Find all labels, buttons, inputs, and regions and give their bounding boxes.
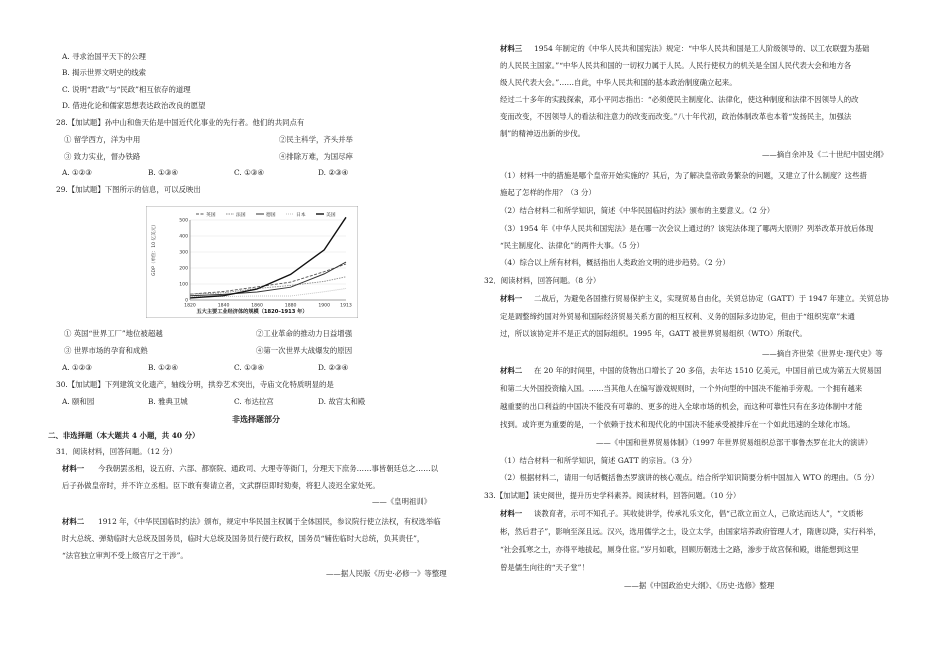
q27-option-b: B. 揭示世界文明史的线索 xyxy=(62,68,147,77)
q27-option-a: A. 寻求治国平天下的公理 xyxy=(62,52,146,61)
q29-option-d: D. ②③④ xyxy=(318,363,349,372)
q32-m2-line: 越重要的出口利益的中国决不能没有可靠的、更多的进入全球市场的机会，而这种可靠性只有在多边体制中才能 xyxy=(500,402,863,411)
q27-option-c: C. 说明“君政”与“民政”相互依存的道理 xyxy=(62,85,191,94)
q29-item-4: ④第一次世界大战爆发的原因 xyxy=(256,346,353,355)
q32-m1-line: 过，所以该协定并不是正式的国际组织。1995 年，GATT 被世界贸易组织（WTO）所取代。 xyxy=(500,329,807,338)
q31-m2-line: 时大总统、弹劾临时大总统及国务员，临时大总统及国务员行使行政权，国务员“辅佐临时大总统，负其责任”， xyxy=(62,534,425,543)
q33-m1-line: 谈教育者，示可不知孔子。其收徒讲学，传承礼乐文化，倡“己欲立而立人，己欲达而达人”，“文质彬 xyxy=(534,509,864,518)
q32-m2-line: 在 20 年的时间里，中国的货物出口增长了 20 多倍，去年达 1510 亿美元，中国目前已成为第五大贸易国 xyxy=(534,366,882,375)
q29-option-b: B. ①②④ xyxy=(148,363,179,372)
q29-stem: 29.【加试题】下图所示的信息，可以反映出 xyxy=(56,185,201,194)
chart-legend-label: 日本 xyxy=(296,212,306,218)
q31-m3-line: 变而改变，不因领导人的看法和注意力的改变而改变。”八十年代初，政治体制改革也本着“发扬民主，加强法 xyxy=(500,112,852,121)
chart-y-tick-label: 200 xyxy=(179,266,188,272)
q29-option-c: C. ①③④ xyxy=(234,363,264,372)
q31-m1-label: 材料一 xyxy=(62,464,85,473)
q28-stem: 28.【加试题】孙中山和詹天佑是中国近代化事业的先行者。他们的共同点有 xyxy=(56,118,305,127)
q31-m3-line: 级人民代表大会。”……自此，中华人民共和国的基本政治制度确立起来。 xyxy=(500,78,737,87)
chart-x-tick-label: 1840 xyxy=(217,303,230,309)
q33-m1-label: 材料一 xyxy=(500,509,523,518)
q31-sub: 施起了怎样的作用？（3 分） xyxy=(500,188,596,197)
q29-option-a: A. ①②③ xyxy=(62,363,92,372)
q33-stem: 33.【加试题】读史阅世，提升历史学科素养。阅读材料，回答问题。（10 分） xyxy=(484,491,741,500)
q33-m1-line: 曾是儒生向往的“天子堂”！ xyxy=(500,563,589,572)
q31-sub: （4）综合以上所有材料，概括指出人类政治文明的进步趋势。（2 分） xyxy=(500,258,730,267)
q31-sub: （2）结合材料二和所学知识，简述《中华民国临时约法》颁布的主要意义。（2 分） xyxy=(500,206,775,215)
q32-m1-line: 二战后，为避免各国推行贸易保护主义，实现贸易自由化，关贸总协定（GATT）于 1947 年建立。关贸总协 xyxy=(534,294,889,303)
q31-m3-line: 的人民民主国家。”“中华人民共和国的一切权力属于人民。人民行使权力的机关是全国人民代表大会和地方各 xyxy=(500,61,852,70)
q31-m2-line: “法官独立审判不受上级官厅之干涉”。 xyxy=(62,551,188,560)
chart-y-label: GDP（单位：10 亿美元） xyxy=(152,222,157,276)
q33-m1-line: “社会孤寒之士，亦得平地拔起，厕身仕宦。”岁月如歌，回顾历朝选士之路，渗步于故宫保和殿，谁能想到这里 xyxy=(500,545,859,554)
q32-m1-line: 定是调整缔约国对外贸易和国际经济贸易关系方面的相互权利、义务的国际多边协定，但由于“组织宪章”未通 xyxy=(500,312,855,321)
q31-m2-label: 材料二 xyxy=(62,517,85,526)
q32-m1-source: ——摘自齐世荣《世界史·现代史》等 xyxy=(762,349,883,358)
q31-m3-line: 经过二十多年的实践探索，邓小平同志指出：“必须使民主制度化、法律化，使这种制度和法律不因领导人的改 xyxy=(500,95,859,104)
chart-legend-label: 法国 xyxy=(236,212,246,218)
q33-m1-source: ——据《中国政治史大纲》、《历史·选修》整理 xyxy=(624,581,775,590)
chart-y-tick-label: 100 xyxy=(179,282,188,288)
q32-m2-line: 找到。或许更为重要的是，一个依赖于技术和现代化的中国决不能承受被排斥在一个如此迅速的全球化市场。 xyxy=(500,420,855,429)
q31-m1-line: 今我朝罢丞相，设五府、六部、都察院、通政司、大理寺等衙门，分理天下庶务……事皆朝廷总之……以 xyxy=(98,464,438,473)
chart-legend-label: 英国 xyxy=(206,212,216,218)
q31-m2-source: ——据人民版《历史·必修一》等整理 xyxy=(326,569,447,578)
q32-sub: （2）根据材料二，请用一句话概括鲁杰罗演讲的核心观点。结合所学知识简要分析中国加入 WTO 的理由。（5 分） xyxy=(500,473,879,482)
chart-svg xyxy=(146,206,358,318)
q33-m1-line: 彬，然后君子”，影响至深且远。汉兴，选用儒学之士，设立太学，由国家培养政府管理人才，隋唐以降，实行科举， xyxy=(500,527,881,536)
q31-m3-line: 制”的精神迈出新的步伐。 xyxy=(500,129,586,138)
q32-sub: （1）结合材料一和所学知识，简述 GATT 的宗旨。（3 分） xyxy=(500,456,697,465)
q30-option-d: D. 故宫太和殿 xyxy=(318,397,366,406)
chart-y-tick-label: 0 xyxy=(185,298,188,304)
q28-option-b: B. ①③④ xyxy=(148,168,179,177)
q29-item-2: ②工业革命的推动力日益增强 xyxy=(256,329,353,338)
q29-item-1: ① 英国“世界工厂”地位被超越 xyxy=(64,329,163,338)
q28-option-d: D. ②③④ xyxy=(318,168,349,177)
q31-m1-source: ——《皇明祖训》 xyxy=(372,497,432,506)
q28-item-4: ④排除万难，为国尽瘁 xyxy=(279,152,353,161)
q29-item-3: ③ 世界市场的孕育和成熟 xyxy=(64,346,148,355)
q31-sub: “民主制度化、法律化”的两件大事。（5 分） xyxy=(500,241,644,250)
q31-sub: （3）1954 年《中华人民共和国宪法》是在哪一次会议上通过的？该宪法体现了哪两大原则？列举改革开放后体现 xyxy=(500,224,874,233)
q28-item-3: ③ 致力实业，督办铁路 xyxy=(64,152,141,161)
part-title: 非选择题部分 xyxy=(232,414,280,424)
q31-sub: （1）材料一中的措施是哪个皇帝开始实施的？其后，为了解决皇帝政务繁杂的问题，又建立了什么制度？这些措 xyxy=(500,171,867,180)
chart-x-tick-label: 1820 xyxy=(184,303,196,309)
chart-legend-label: 德国 xyxy=(266,212,276,218)
q30-stem: 30.【加试题】下列建筑文化遗产，轴线分明，拱券艺术突出，寺庙文化特质明显的是 xyxy=(56,380,334,389)
q32-m2-line: 和第二大外国投资输入国。……当其他人在编写游戏规则时，一个外向型的中国决不能袖手旁观。一个拥有越来 xyxy=(500,384,863,393)
q32-stem: 32．阅读材料，回答问题。（8 分） xyxy=(484,276,601,285)
q31-m3-line: 1954 年制定的《中华人民共和国宪法》规定：“中华人民共和国是工人阶级领导的、以工农联盟为基础 xyxy=(534,44,870,53)
q30-option-c: C. 布达拉宫 xyxy=(234,397,274,406)
q28-item-1: ① 留学西方，洋为中用 xyxy=(64,135,141,144)
q28-option-a: A. ①②③ xyxy=(62,168,92,177)
chart-y-tick-label: 400 xyxy=(179,234,188,240)
q27-option-d: D. 借进化论和儒家思想表达政治改良的愿望 xyxy=(62,101,206,110)
q31-stem: 31．阅读材料，回答问题。（12 分） xyxy=(56,447,177,456)
chart-x-tick-label: 1880 xyxy=(284,303,297,309)
chart-x-tick-label: 1900 xyxy=(318,303,331,309)
q32-m2-source: ——《中国和世界贸易体制》（1997 年世界贸易组织总部干事鲁杰罗在北大的演讲） xyxy=(596,438,873,447)
chart-title: 五大主要工业经济体的规模（1820–1913 年） xyxy=(196,309,308,315)
q31-m3-source: ——摘自余冲及《二十世纪中国史纲》 xyxy=(762,150,888,159)
q28-item-2: ②民主科学，齐头并举 xyxy=(279,135,353,144)
chart-frame xyxy=(146,206,358,318)
section-heading: 二、非选择题（本大题共 4 小题，共 40 分） xyxy=(48,431,200,440)
q32-m1-label: 材料一 xyxy=(500,294,523,303)
q31-m1-line: 后子孙做皇帝时，并不许立丞相。臣下敢有奏请立者，文武群臣即时劾奏，将犯人凌迟全家处死。 xyxy=(62,481,380,490)
chart-x-tick-label: 1913 xyxy=(340,303,352,309)
q31-m2-line: 1912 年，《中华民国临时约法》颁布，规定中华民国主权属于全体国民，参议院行使立法权，有权选举临 xyxy=(98,517,441,526)
q32-m2-label: 材料二 xyxy=(500,366,523,375)
q28-option-c: C. ①③④ xyxy=(234,168,264,177)
chart-x-tick-label: 1860 xyxy=(251,303,263,309)
q30-option-a: A. 颐和园 xyxy=(62,397,95,406)
q31-m3-label: 材料三 xyxy=(500,44,523,53)
q30-option-b: B. 雅典卫城 xyxy=(148,397,188,406)
chart-legend-label: 美国 xyxy=(326,212,336,218)
chart-y-tick-label: 500 xyxy=(179,218,188,224)
chart-y-tick-label: 300 xyxy=(179,250,188,256)
gdp-line-chart xyxy=(146,206,358,318)
